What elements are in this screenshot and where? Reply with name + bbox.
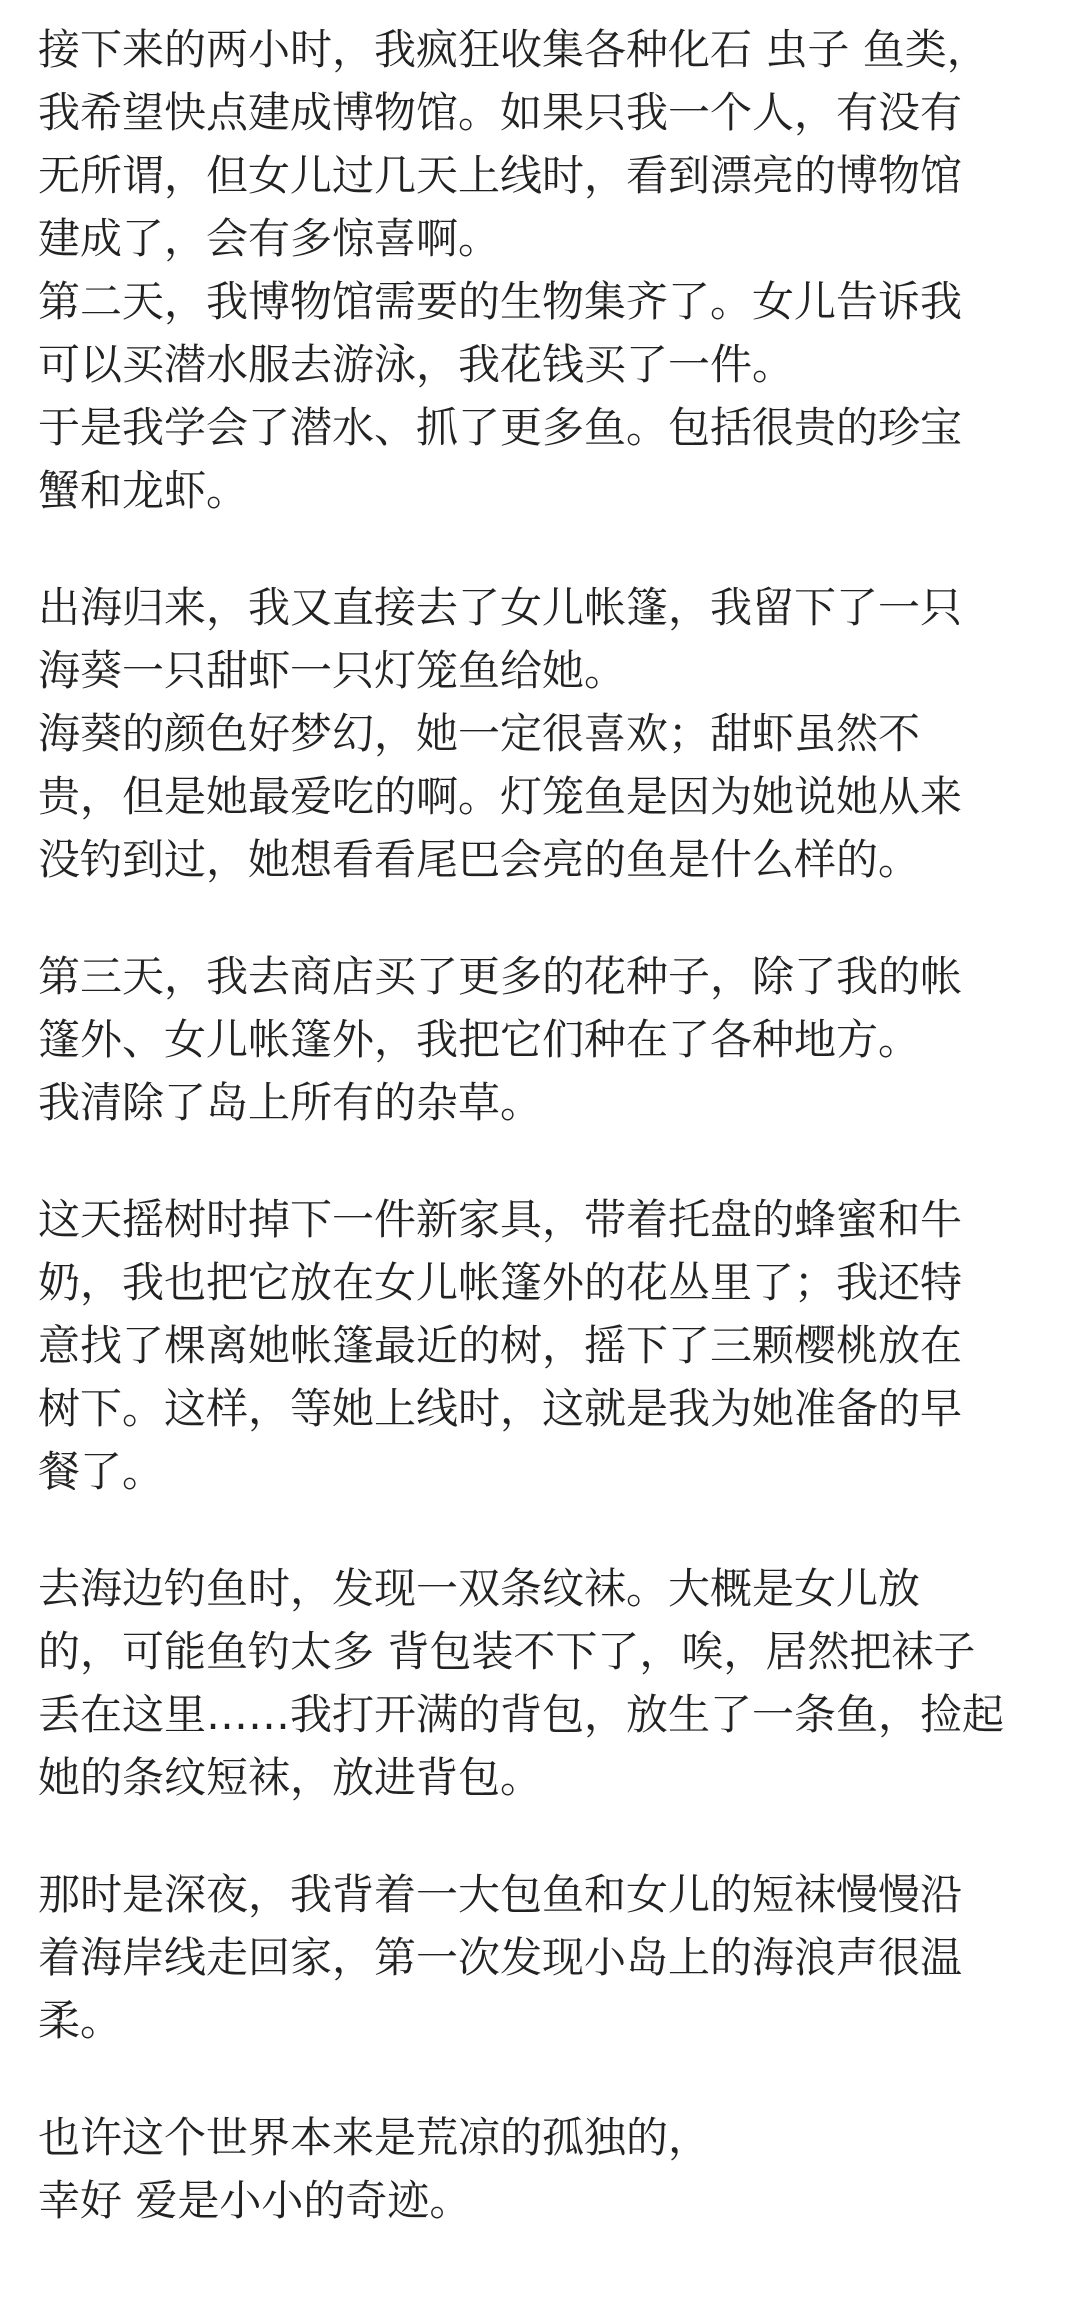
text-line: 意找了棵离她帐篷最近的树，摇下了三颗樱桃放在 xyxy=(38,1321,963,1370)
paragraph-gap xyxy=(38,522,1048,576)
text-line: 我清除了岛上所有的杂草。 xyxy=(38,1078,543,1127)
text-line: 贵，但是她最爱吃的啊。灯笼鱼是因为她说她从来 xyxy=(38,772,963,821)
paragraph-gap xyxy=(38,2052,1048,2106)
text-line: 柔。 xyxy=(38,1996,123,2045)
text-line: 餐了。 xyxy=(38,1447,165,1496)
text-line: 海葵的颜色好梦幻，她一定很喜欢；甜虾虽然不 xyxy=(38,709,921,758)
article-body xyxy=(38,18,1048,2232)
text-line: 第二天，我博物馆需要的生物集齐了。女儿告诉我 xyxy=(38,277,963,326)
text-line: 的，可能鱼钓太多 背包装不下了，唉，居然把袜子 xyxy=(38,1627,976,1676)
text-line: 这天摇树时掉下一件新家具，带着托盘的蜂蜜和牛 xyxy=(38,1195,963,1244)
text-line: 她的条纹短袜，放进背包。 xyxy=(38,1753,543,1802)
paragraph-gap xyxy=(38,1503,1048,1557)
text-line: 幸好 爱是小小的奇迹。 xyxy=(38,2176,472,2225)
paragraph xyxy=(38,18,1048,522)
text-line: 第三天，我去商店买了更多的花种子，除了我的帐 xyxy=(38,952,963,1001)
text-line: 着海岸线走回家，第一次发现小岛上的海浪声很温 xyxy=(38,1933,963,1982)
text-line: 可以买潜水服去游泳，我花钱买了一件。 xyxy=(38,340,795,389)
text-line: 建成了，会有多惊喜啊。 xyxy=(38,214,501,263)
paragraph-gap xyxy=(38,891,1048,945)
paragraph-gap xyxy=(38,1134,1048,1188)
text-line: 丢在这里……我打开满的背包，放生了一条鱼，捡起 xyxy=(38,1690,1005,1739)
paragraph xyxy=(38,1188,1048,1503)
paragraph xyxy=(38,945,1048,1134)
text-line: 奶，我也把它放在女儿帐篷外的花丛里了；我还特 xyxy=(38,1258,963,1307)
text-line: 出海归来，我又直接去了女儿帐篷，我留下了一只 xyxy=(38,583,963,632)
text-line: 蟹和龙虾。 xyxy=(38,466,249,515)
paragraph xyxy=(38,2106,1048,2232)
text-line: 也许这个世界本来是荒凉的孤独的， xyxy=(38,2113,711,2162)
text-line: 篷外、女儿帐篷外，我把它们种在了各种地方。 xyxy=(38,1015,921,1064)
text-line: 于是我学会了潜水、抓了更多鱼。包括很贵的珍宝 xyxy=(38,403,963,452)
text-line: 接下来的两小时，我疯狂收集各种化石 虫子 鱼类， xyxy=(38,25,989,74)
text-line: 无所谓，但女儿过几天上线时，看到漂亮的博物馆 xyxy=(38,151,963,200)
text-line: 海葵一只甜虾一只灯笼鱼给她。 xyxy=(38,646,627,695)
text-line: 没钓到过，她想看看尾巴会亮的鱼是什么样的。 xyxy=(38,835,921,884)
paragraph xyxy=(38,1863,1048,2052)
text-line: 树下。这样，等她上线时，这就是我为她准备的早 xyxy=(38,1384,963,1433)
paragraph-gap xyxy=(38,1809,1048,1863)
text-line: 去海边钓鱼时，发现一双条纹袜。大概是女儿放 xyxy=(38,1564,921,1613)
paragraph xyxy=(38,1557,1048,1809)
text-line: 那时是深夜，我背着一大包鱼和女儿的短袜慢慢沿 xyxy=(38,1870,963,1919)
text-line: 我希望快点建成博物馆。如果只我一个人，有没有 xyxy=(38,88,963,137)
paragraph xyxy=(38,576,1048,891)
